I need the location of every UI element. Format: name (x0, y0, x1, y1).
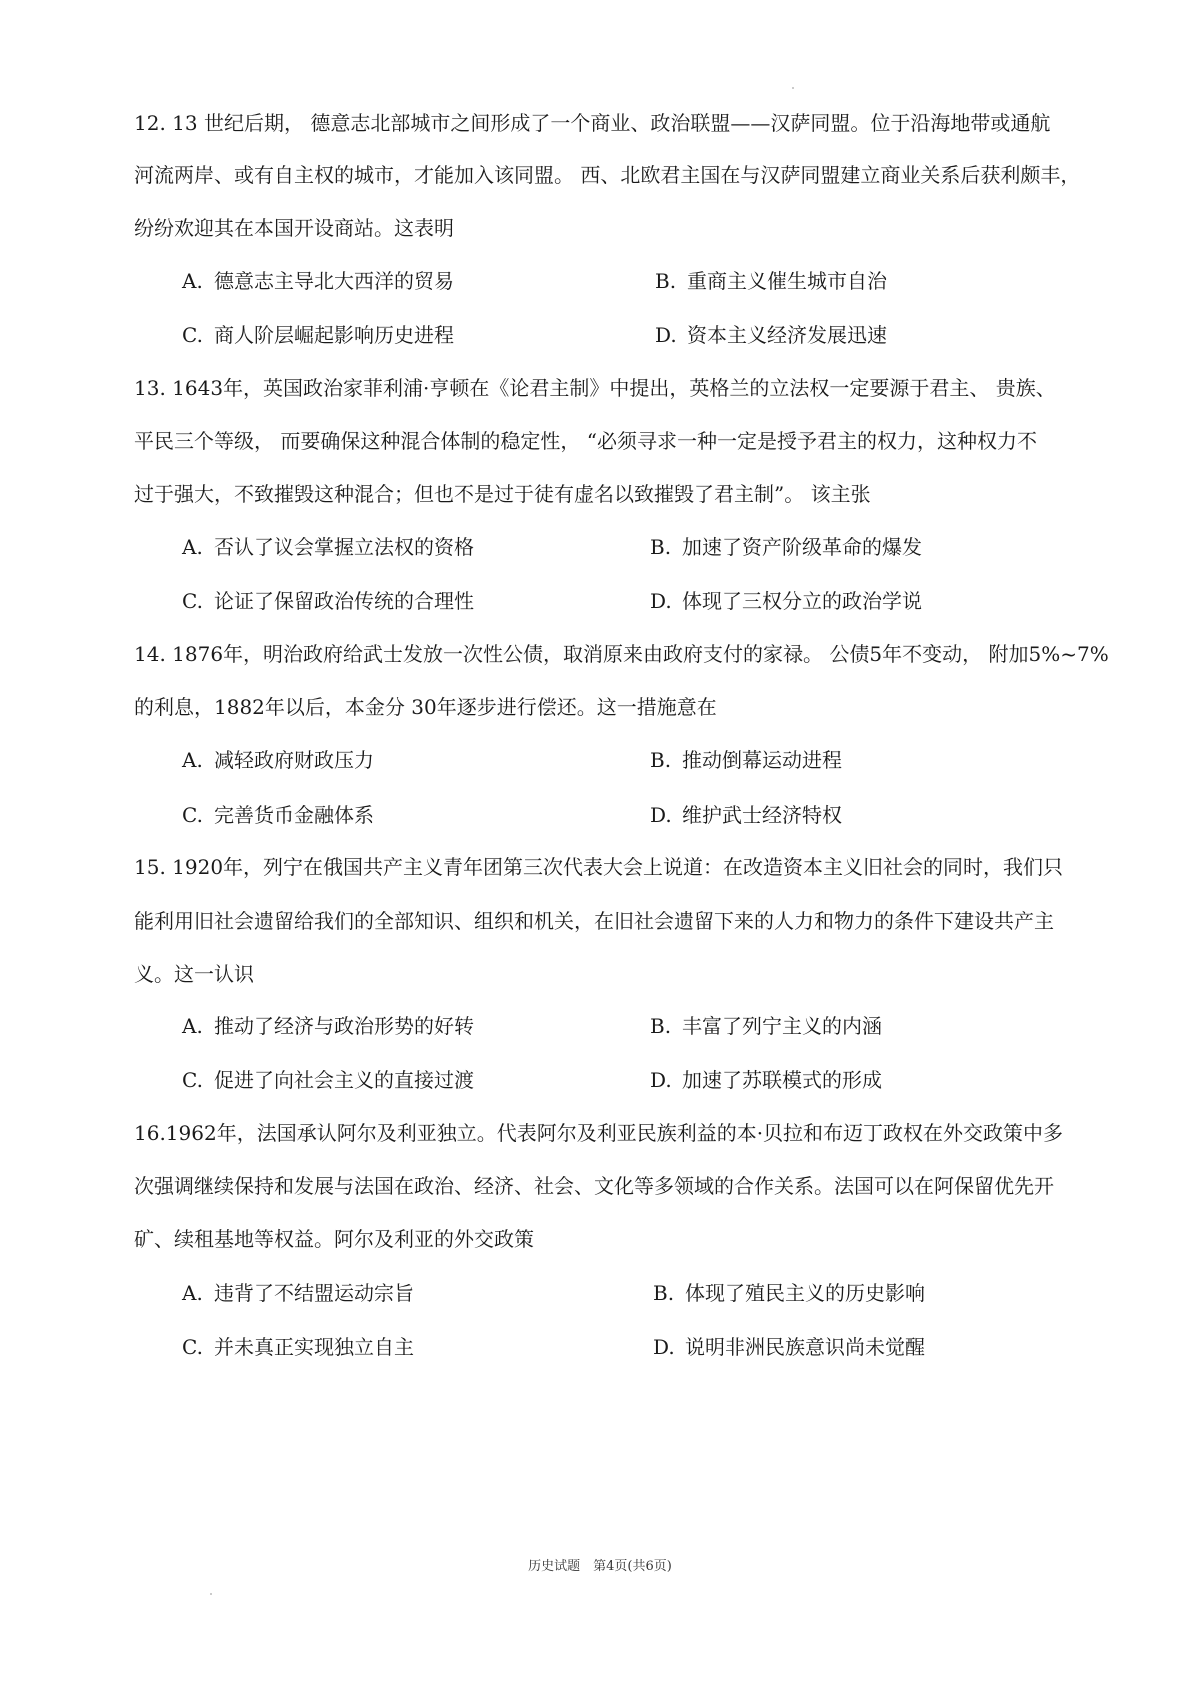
option-letter: C. (182, 589, 203, 613)
option-text: 并未真正实现独立自主 (214, 1335, 414, 1359)
question-stem-line: 12. 13 世纪后期， 德意志北部城市之间形成了一个商业、政治联盟——汉萨同盟。位于沿海地带或通航 (134, 111, 1051, 135)
option-text: 重商主义催生城市自治 (687, 269, 887, 293)
option-b[interactable] (650, 745, 842, 775)
scan-speck (792, 87, 794, 89)
option-letter: A. (182, 1281, 203, 1305)
question-stem-line: 义。这一认识 (134, 962, 254, 986)
question-stem-line: 平民三个等级， 而要确保这种混合体制的稳定性， “必须寻求一种一定是授予君主的权力，这种权力不 (134, 429, 1037, 453)
option-letter: B. (650, 1014, 672, 1038)
question-stem-line: 纷纷欢迎其在本国开设商站。这表明 (134, 216, 454, 240)
option-d[interactable] (650, 586, 922, 616)
question-stem-line: 16.1962年，法国承认阿尔及利亚独立。代表阿尔及利亚民族利益的本·贝拉和布迈丁政权在外交政策中多 (134, 1121, 1064, 1145)
option-c[interactable] (182, 320, 454, 350)
option-letter: A. (182, 535, 203, 559)
option-letter: C. (182, 803, 203, 827)
option-text: 德意志主导北大西洋的贸易 (214, 269, 454, 293)
option-text: 商人阶层崛起影响历史进程 (214, 323, 454, 347)
option-text: 资本主义经济发展迅速 (687, 323, 887, 347)
option-text: 论证了保留政治传统的合理性 (214, 589, 474, 613)
option-text: 说明非洲民族意识尚未觉醒 (685, 1335, 925, 1359)
question-stem-line: 次强调继续保持和发展与法国在政治、经济、社会、文化等多领域的合作关系。法国可以在阿保留优先开 (134, 1174, 1054, 1198)
option-text: 体现了三权分立的政治学说 (682, 589, 922, 613)
option-text: 促进了向社会主义的直接过渡 (214, 1068, 474, 1092)
option-d[interactable] (653, 1332, 925, 1362)
question-stem-line: 河流两岸、或有自主权的城市，才能加入该同盟。 西、北欧君主国在与汉萨同盟建立商业关系后获利颇丰， (134, 163, 1081, 187)
question-stem-line: 14. 1876年，明治政府给武士发放一次性公债，取消原来由政府支付的家禄。 公债5年不变动， 附加5%~7% (134, 642, 1109, 666)
option-text: 否认了议会掌握立法权的资格 (214, 535, 474, 559)
scan-speck (210, 1593, 212, 1595)
option-d[interactable] (650, 800, 842, 830)
option-letter: D. (650, 589, 672, 613)
option-c[interactable] (182, 800, 374, 830)
option-c[interactable] (182, 1065, 474, 1095)
option-text: 体现了殖民主义的历史影响 (685, 1281, 925, 1305)
option-letter: D. (655, 323, 677, 347)
option-letter: B. (650, 748, 672, 772)
option-text: 推动倒幕运动进程 (682, 748, 842, 772)
option-text: 丰富了列宁主义的内涵 (682, 1014, 882, 1038)
option-letter: B. (653, 1281, 675, 1305)
option-b[interactable] (650, 1011, 882, 1041)
option-b[interactable] (650, 532, 922, 562)
option-a[interactable] (182, 1011, 474, 1041)
option-c[interactable] (182, 1332, 414, 1362)
option-letter: B. (650, 535, 672, 559)
question-stem-line: 15. 1920年，列宁在俄国共产主义青年团第三次代表大会上说道：在改造资本主义旧社会的同时，我们只 (134, 855, 1064, 879)
option-text: 加速了资产阶级革命的爆发 (682, 535, 922, 559)
question-stem-line: 13. 1643年，英国政治家菲利浦·亨顿在《论君主制》中提出，英格兰的立法权一定要源于君主、 贵族、 (134, 376, 1056, 400)
option-d[interactable] (650, 1065, 882, 1095)
question-stem-line: 矿、续租基地等权益。阿尔及利亚的外交政策 (134, 1227, 534, 1251)
option-letter: B. (655, 269, 677, 293)
option-a[interactable] (182, 745, 374, 775)
option-b[interactable] (655, 266, 887, 296)
option-text: 违背了不结盟运动宗旨 (214, 1281, 414, 1305)
option-letter: C. (182, 323, 203, 347)
option-letter: C. (182, 1335, 203, 1359)
option-letter: D. (650, 803, 672, 827)
question-stem-line: 过于强大，不致摧毁这种混合；但也不是过于徒有虚名以致摧毁了君主制”。 该主张 (134, 482, 871, 506)
option-letter: D. (653, 1335, 675, 1359)
option-b[interactable] (653, 1278, 925, 1308)
option-text: 完善货币金融体系 (214, 803, 374, 827)
option-letter: A. (182, 748, 203, 772)
question-stem-line: 的利息，1882年以后，本金分 30年逐步进行偿还。这一措施意在 (134, 695, 717, 719)
page-footer: 历史试题 第4页(共6页) (528, 1559, 672, 1574)
option-letter: A. (182, 1014, 203, 1038)
option-text: 维护武士经济特权 (682, 803, 842, 827)
option-a[interactable] (182, 1278, 414, 1308)
question-stem-line: 能利用旧社会遗留给我们的全部知识、组织和机关，在旧社会遗留下来的人力和物力的条件下建设共产主 (134, 909, 1054, 933)
option-letter: D. (650, 1068, 672, 1092)
option-c[interactable] (182, 586, 474, 616)
option-a[interactable] (182, 532, 474, 562)
option-letter: A. (182, 269, 203, 293)
option-text: 减轻政府财政压力 (214, 748, 374, 772)
option-d[interactable] (655, 320, 887, 350)
option-text: 推动了经济与政治形势的好转 (214, 1014, 474, 1038)
option-text: 加速了苏联模式的形成 (682, 1068, 882, 1092)
option-a[interactable] (182, 266, 454, 296)
option-letter: C. (182, 1068, 203, 1092)
